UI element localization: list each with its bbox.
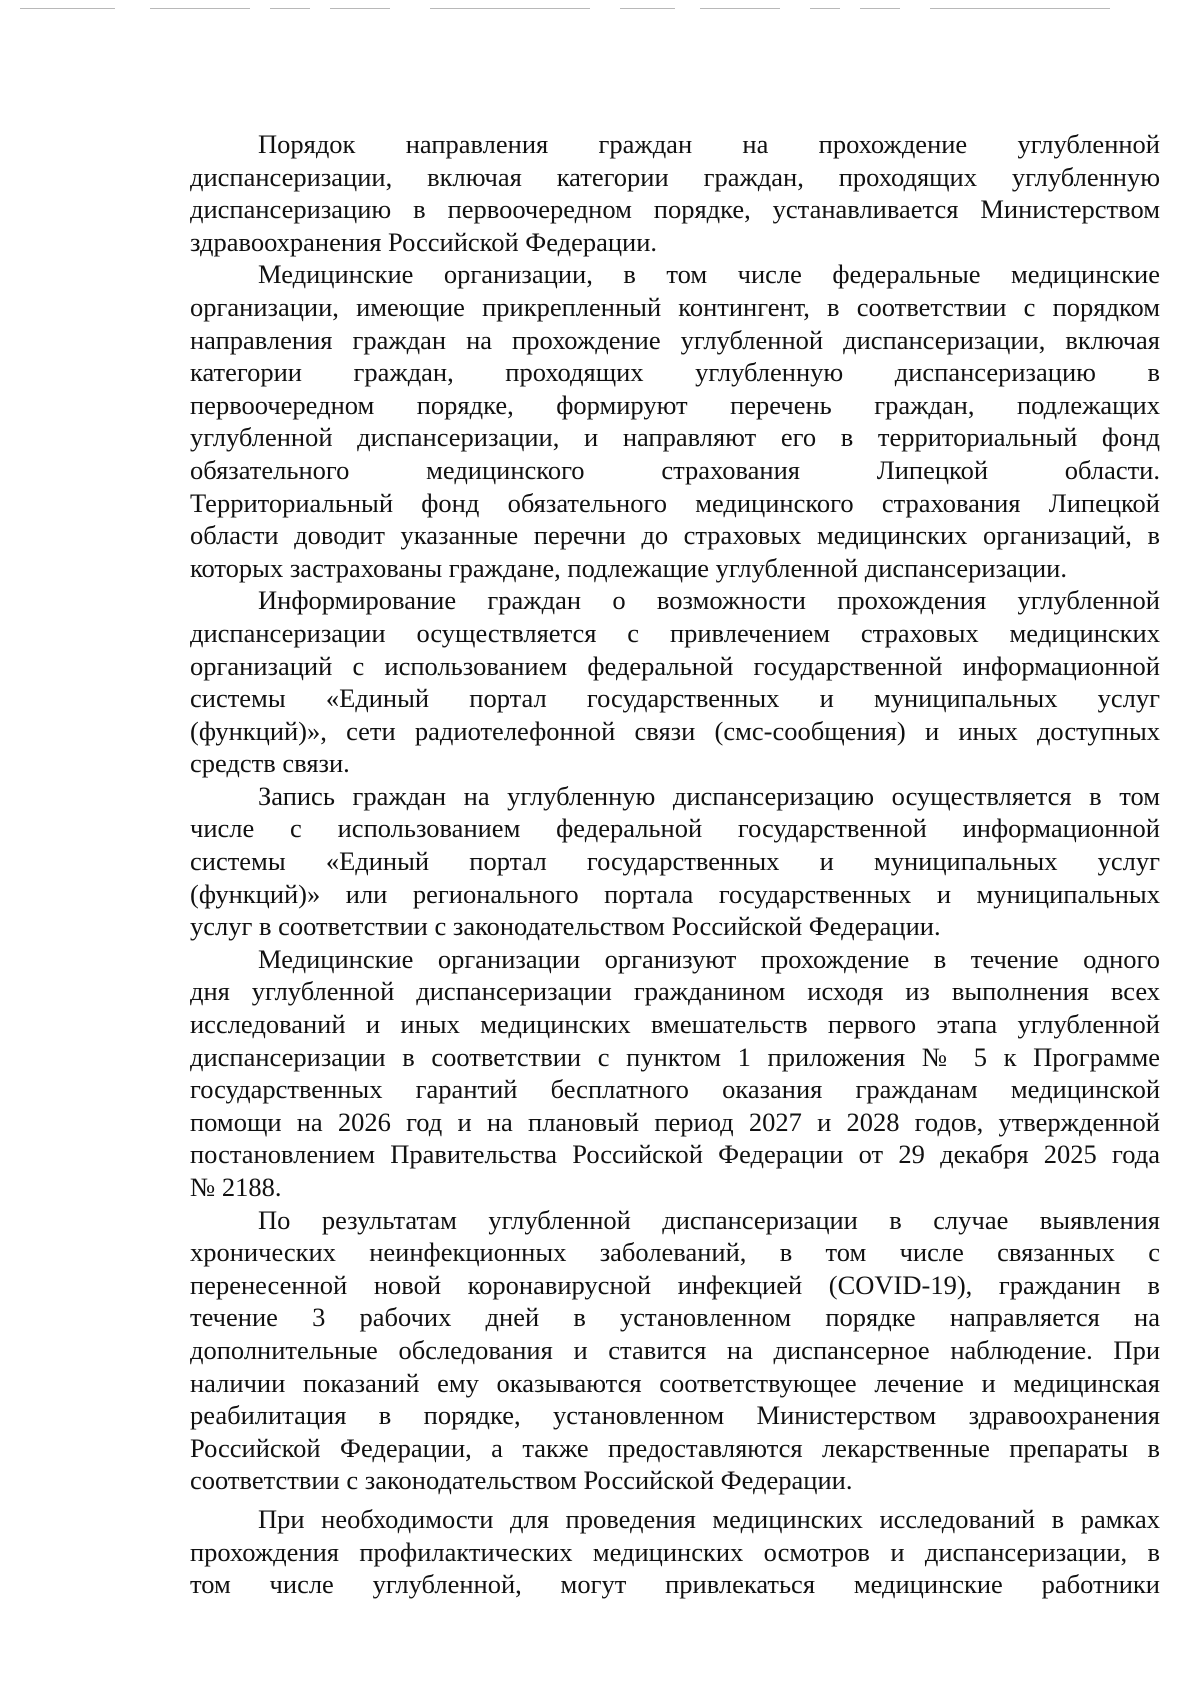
text-line: реабилитация в порядке, установленном Министерством здравоохранения [190,1400,1160,1431]
text-line: организаций с использованием федеральной государственной информационной [190,650,1160,681]
document-page [190,128,1160,1601]
paragraph-referral-procedure [190,128,1160,258]
text-line: числе с использованием федеральной государственной информационной [190,813,1160,844]
text-line: диспансеризации осуществляется с привлечением страховых медицинских [190,617,1160,648]
text-line: исследований и иных медицинских вмешательств первого этапа углубленной [190,1009,1160,1040]
paragraph-medical-workers-involvement [190,1503,1160,1601]
text-line: наличии показаний ему оказываются соответствующее лечение и медицинская [190,1367,1160,1398]
text-line: диспансеризацию в первоочередном порядке, устанавливается Министерством [190,194,1160,225]
paragraph-appointment-booking [190,780,1160,943]
text-line: Информирование граждан о возможности прохождения углубленной [258,585,1160,616]
text-line: системы «Единый портал государственных и муниципальных услуг [190,846,1160,877]
text-line: Порядок направления граждан на прохождение углубленной [258,129,1160,159]
text-line: По результатам углубленной диспансеризации в случае выявления [258,1204,1160,1235]
text-line: постановлением Правительства Российской Федерации от 29 декабря 2025 года [190,1139,1160,1170]
text-line: (функций)», сети радиотелефонной связи (смс-сообщения) и иных доступных [190,715,1160,746]
text-line: средств связи. [190,748,350,779]
text-line: дня углубленной диспансеризации гражданином исходя из выполнения всех [190,976,1160,1007]
paragraph-one-day-examination [190,943,1160,1204]
text-line: помощи на 2026 год и на плановый период 2027 и 2028 годов, утвержденной [190,1106,1160,1137]
text-line: диспансеризации в соответствии с пунктом 1 приложения № 5 к Программе [190,1041,1160,1072]
text-line: (функций)» или регионального портала государственных и муниципальных [190,878,1160,909]
text-line: Запись граждан на углубленную диспансеризацию осуществляется в том [258,780,1160,811]
text-line: государственных гарантий бесплатного оказания гражданам медицинской [190,1074,1160,1105]
paragraph-citizen-informing [190,584,1160,780]
text-line: том числе углубленной, могут привлекаться медицинские работники [190,1569,1160,1600]
text-line: которых застрахованы граждане, подлежащие углубленной диспансеризации. [190,552,1067,583]
text-line: Медицинские организации, в том числе федеральные медицинские [258,259,1160,290]
text-line: При необходимости для проведения медицинских исследований в рамках [258,1503,1160,1534]
text-line: направления граждан на прохождение углубленной диспансеризации, включая [190,324,1160,355]
text-line: области доводит указанные перечни до страховых медицинских организаций, в [190,520,1160,551]
text-line: дополнительные обследования и ставится на диспансерное наблюдение. При [190,1334,1160,1365]
text-line: обязательного медицинского страхования Липецкой области. [190,454,1160,485]
text-line: углубленной диспансеризации, и направляют его в территориальный фонд [190,422,1160,453]
text-line: услуг в соответствии с законодательством Российской Федерации. [190,911,941,942]
text-line: течение 3 рабочих дней в установленном порядке направляется на [190,1302,1160,1333]
text-line: хронических неинфекционных заболеваний, в том числе связанных с [190,1237,1160,1268]
text-line: соответствии с законодательством Российской Федерации. [190,1465,853,1496]
paragraph-results-followup [190,1204,1160,1497]
scan-top-edge-noise [0,0,1200,14]
text-line: Территориальный фонд обязательного медицинского страхования Липецкой [190,487,1160,518]
text-line: диспансеризации, включая категории граждан, проходящих углубленную [190,161,1160,192]
paragraph-medical-organizations-list [190,258,1160,584]
text-line: здравоохранения Российской Федерации. [190,226,658,257]
text-line: первоочередном порядке, формируют перечень граждан, подлежащих [190,389,1160,420]
text-line: организации, имеющие прикрепленный контингент, в соответствии с порядком [190,291,1160,322]
text-line: перенесенной новой коронавирусной инфекцией (COVID-19), гражданин в [190,1269,1160,1300]
text-line: Российской Федерации, а также предоставляются лекарственные препараты в [190,1432,1160,1463]
text-line: Медицинские организации организуют прохождение в течение одного [258,943,1160,974]
text-line: системы «Единый портал государственных и муниципальных услуг [190,683,1160,714]
text-line: категории граждан, проходящих углубленную диспансеризацию в [190,357,1160,388]
text-line: прохождения профилактических медицинских осмотров и диспансеризации, в [190,1536,1160,1567]
text-line: № 2188. [190,1172,282,1202]
